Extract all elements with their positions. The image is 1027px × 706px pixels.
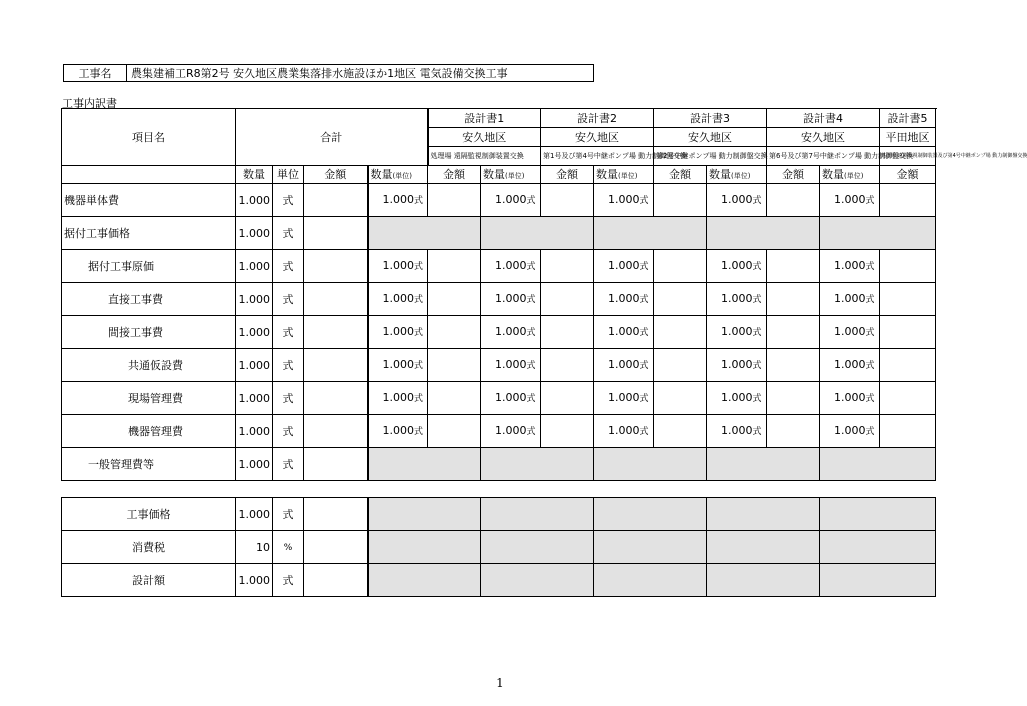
row-name: 機器管理費: [62, 415, 236, 448]
totals-row: [62, 564, 936, 597]
design-amount: [880, 184, 936, 217]
design-qty-value: 1.000: [721, 325, 753, 338]
row-name: 直接工事費: [62, 283, 236, 316]
qty-label: 数量: [370, 168, 393, 181]
design-unit: 式: [526, 262, 536, 272]
totals-qty: 1.000: [236, 498, 273, 531]
design-amount: [880, 415, 936, 448]
design-amount: [541, 250, 594, 283]
row-amount: [304, 283, 368, 316]
design-unit: 式: [414, 394, 424, 404]
totals-design-shaded: [707, 498, 820, 531]
design-qty: [820, 382, 880, 415]
design-amount-header: 金額: [767, 166, 820, 184]
design-amount: [428, 415, 481, 448]
row-name: 据付工事原価: [62, 250, 236, 283]
design-amount: [428, 184, 481, 217]
row-amount: [304, 184, 368, 217]
design-area-5: 平田地区: [880, 128, 936, 147]
totals-amount: [304, 498, 368, 531]
design-cell-shaded: [707, 217, 820, 250]
design-unit: 式: [414, 361, 424, 371]
unit-suffix: (単位): [618, 172, 638, 180]
design-unit: 式: [865, 361, 875, 371]
design-amount: [541, 184, 594, 217]
design-unit: 式: [752, 295, 762, 305]
header-total: 合計: [236, 109, 428, 166]
unit-suffix: (単位): [844, 172, 864, 180]
design-amount: [541, 283, 594, 316]
design-amount: [767, 283, 820, 316]
design-qty-value: 1.000: [382, 391, 414, 404]
design-area-1: 安久地区: [428, 128, 541, 147]
design-unit: 式: [639, 295, 649, 305]
design-amount: [541, 349, 594, 382]
row-name: 共通仮設費: [62, 349, 236, 382]
row-name: 間接工事費: [62, 316, 236, 349]
row-amount: [304, 217, 368, 250]
row-qty: 1.000: [236, 415, 273, 448]
design-unit: 式: [752, 328, 762, 338]
design-qty: [481, 184, 541, 217]
totals-design-shaded: [820, 498, 936, 531]
totals-amount: [304, 531, 368, 564]
totals-design-shaded: [820, 531, 936, 564]
totals-amount: [304, 564, 368, 597]
design-amount: [654, 283, 707, 316]
design-qty: [820, 349, 880, 382]
design-qty-value: 1.000: [608, 193, 640, 206]
unit-suffix: (単位): [505, 172, 525, 180]
design-qty: [594, 250, 654, 283]
design-qty-value: 1.000: [834, 391, 866, 404]
design-unit: 式: [865, 196, 875, 206]
table-row: [62, 316, 936, 349]
design-qty-value: 1.000: [834, 325, 866, 338]
header-unit: 単位: [273, 166, 304, 184]
design-amount: [767, 415, 820, 448]
design-amount: [767, 250, 820, 283]
design-qty: [820, 316, 880, 349]
design-amount: [767, 184, 820, 217]
unit-suffix: (単位): [392, 172, 412, 180]
design-qty: [368, 316, 428, 349]
table-row: [62, 250, 936, 283]
design-qty: [707, 382, 767, 415]
design-qty-value: 1.000: [608, 424, 640, 437]
design-unit: 式: [865, 328, 875, 338]
design-amount: [880, 283, 936, 316]
design-qty-value: 1.000: [382, 193, 414, 206]
qty-label: 数量: [822, 168, 844, 181]
row-name: 据付工事価格: [62, 217, 236, 250]
design-qty: [820, 283, 880, 316]
totals-name: 工事価格: [62, 498, 236, 531]
design-qty: [368, 184, 428, 217]
design-unit: 式: [639, 361, 649, 371]
design-note-2: [541, 147, 688, 166]
design-amount: [428, 250, 481, 283]
design-qty-value: 1.000: [608, 358, 640, 371]
row-qty: 1.000: [236, 448, 273, 481]
design-qty-value: 1.000: [495, 193, 527, 206]
project-value: 農集建補工R8第2号 安久地区農業集落排水施設ほか1地区 電気設備交換工事: [131, 67, 508, 80]
totals-row: [62, 498, 936, 531]
design-qty-value: 1.000: [834, 259, 866, 272]
design-title-5: 設計書5: [880, 109, 936, 128]
row-name: 現場管理費: [62, 382, 236, 415]
design-qty: [368, 283, 428, 316]
design-amount: [428, 382, 481, 415]
design-amount: [654, 349, 707, 382]
design-qty-value: 1.000: [495, 358, 527, 371]
design-unit: 式: [865, 394, 875, 404]
design-amount: [767, 382, 820, 415]
row-qty: 1.000: [236, 283, 273, 316]
row-qty: 1.000: [236, 316, 273, 349]
design-qty-value: 1.000: [495, 292, 527, 305]
design-unit: 式: [752, 262, 762, 272]
design-qty-value: 1.000: [608, 325, 640, 338]
design-qty-value: 1.000: [834, 193, 866, 206]
design-qty: [594, 415, 654, 448]
design-amount: [654, 415, 707, 448]
design-qty-unit-header: [481, 166, 541, 184]
design-cell-shaded: [707, 448, 820, 481]
design-note-3: [654, 147, 767, 166]
design-amount: [654, 382, 707, 415]
design-amount: [880, 316, 936, 349]
breakdown-title: 工事内訳書: [62, 97, 117, 110]
design-unit: 式: [639, 394, 649, 404]
design-amount: [541, 316, 594, 349]
unit-suffix: (単位): [731, 172, 751, 180]
header-qty: 数量: [236, 166, 273, 184]
row-amount: [304, 448, 368, 481]
design-unit: 式: [414, 328, 424, 338]
design-unit: 式: [414, 196, 424, 206]
design-qty-unit-header: [820, 166, 880, 184]
design-qty: [368, 382, 428, 415]
design-qty-value: 1.000: [608, 259, 640, 272]
design-unit: 式: [526, 328, 536, 338]
design-qty: [707, 415, 767, 448]
design-qty: [820, 250, 880, 283]
table-row: [62, 448, 936, 481]
design-qty-value: 1.000: [608, 391, 640, 404]
design-amount: [654, 316, 707, 349]
row-unit: 式: [273, 316, 304, 349]
design-unit: 式: [639, 262, 649, 272]
qty-label: 数量: [483, 168, 505, 181]
totals-design-shaded: [594, 498, 707, 531]
design-qty-value: 1.000: [495, 424, 527, 437]
design-qty: [481, 283, 541, 316]
totals-design-shaded: [707, 531, 820, 564]
design-qty: [594, 349, 654, 382]
design-unit: 式: [639, 328, 649, 338]
design-qty: [707, 316, 767, 349]
design-qty: [368, 349, 428, 382]
design-qty-value: 1.000: [834, 292, 866, 305]
design-qty-value: 1.000: [721, 358, 753, 371]
design-amount: [880, 250, 936, 283]
design-unit: 式: [865, 295, 875, 305]
design-cell-shaded: [368, 448, 481, 481]
design-qty-value: 1.000: [834, 358, 866, 371]
design-amount: [880, 382, 936, 415]
table-row: [62, 415, 936, 448]
totals-unit-text: 式: [282, 573, 294, 587]
row-unit: 式: [273, 283, 304, 316]
totals-unit: [273, 564, 304, 597]
design-title-3: 設計書3: [654, 109, 767, 128]
design-qty: [594, 382, 654, 415]
design-qty-unit-header: [707, 166, 767, 184]
design-qty-value: 1.000: [608, 292, 640, 305]
design-qty-value: 1.000: [495, 259, 527, 272]
design-note-5: [880, 147, 1027, 166]
design-amount-header: 金額: [428, 166, 481, 184]
design-qty: [481, 415, 541, 448]
design-qty-value: 1.000: [382, 424, 414, 437]
totals-design-shaded: [594, 531, 707, 564]
qty-label: 数量: [596, 168, 618, 181]
project-name-box: [63, 64, 594, 82]
design-unit: 式: [752, 394, 762, 404]
design-unit: 式: [526, 427, 536, 437]
design-note-text: 第2号中継ポンプ場 動力制御盤交換: [656, 151, 768, 160]
design-cell-shaded: [594, 448, 707, 481]
design-qty: [820, 415, 880, 448]
totals-name: 消費税: [62, 531, 236, 564]
design-unit: 式: [865, 427, 875, 437]
design-qty-value: 1.000: [721, 424, 753, 437]
row-amount: [304, 250, 368, 283]
row-name: 一般管理費等: [62, 448, 236, 481]
design-amount: [541, 415, 594, 448]
row-unit: 式: [273, 382, 304, 415]
design-title-2: 設計書2: [541, 109, 654, 128]
design-unit: 式: [526, 196, 536, 206]
design-qty-value: 1.000: [382, 325, 414, 338]
row-unit: 式: [273, 250, 304, 283]
row-unit: 式: [273, 184, 304, 217]
design-qty: [368, 415, 428, 448]
design-note-text: 処理場 遠隔監視制御装置交換: [430, 151, 524, 160]
row-unit: 式: [273, 415, 304, 448]
design-unit: 式: [865, 262, 875, 272]
design-note-1: [428, 147, 541, 166]
design-qty: [707, 349, 767, 382]
design-qty-value: 1.000: [834, 424, 866, 437]
design-qty-value: 1.000: [382, 292, 414, 305]
page-number: 1: [496, 676, 504, 690]
totals-unit-text: %: [283, 543, 293, 553]
design-cell-shaded: [820, 448, 936, 481]
table-row: [62, 184, 936, 217]
totals-design-shaded: [481, 564, 594, 597]
design-unit: 式: [752, 361, 762, 371]
row-amount: [304, 415, 368, 448]
design-unit: 式: [639, 427, 649, 437]
row-unit: 式: [273, 448, 304, 481]
design-qty-value: 1.000: [495, 325, 527, 338]
design-qty-value: 1.000: [721, 292, 753, 305]
design-note-4: [767, 147, 914, 166]
design-note-text: 第1号及び第4号中継ポンプ場 動力制御盤交換: [543, 151, 688, 160]
design-cell-shaded: [594, 217, 707, 250]
table-row: [62, 349, 936, 382]
row-name: 機器単体費: [62, 184, 236, 217]
table-row: [62, 217, 936, 250]
row-unit: 式: [273, 349, 304, 382]
design-qty-unit-header: [368, 166, 428, 184]
design-qty-value: 1.000: [382, 259, 414, 272]
breakdown-table: [61, 108, 1027, 481]
design-amount: [767, 316, 820, 349]
design-amount: [767, 349, 820, 382]
design-amount-header: 金額: [654, 166, 707, 184]
design-qty-value: 1.000: [721, 259, 753, 272]
totals-qty: 10: [236, 531, 273, 564]
project-label: 工事名: [64, 65, 127, 81]
totals-qty: 1.000: [236, 564, 273, 597]
design-unit: 式: [639, 196, 649, 206]
design-amount: [880, 349, 936, 382]
design-unit: 式: [752, 427, 762, 437]
totals-table: [61, 497, 936, 597]
totals-name: 設計額: [62, 564, 236, 597]
design-area-3: 安久地区: [654, 128, 767, 147]
row-qty: 1.000: [236, 250, 273, 283]
design-qty: [707, 250, 767, 283]
row-qty: 1.000: [236, 184, 273, 217]
design-area-2: 安久地区: [541, 128, 654, 147]
totals-design-shaded: [820, 564, 936, 597]
row-amount: [304, 382, 368, 415]
totals-unit: [273, 498, 304, 531]
row-amount: [304, 316, 368, 349]
totals-row: [62, 531, 936, 564]
design-cell-shaded: [820, 217, 936, 250]
design-qty: [707, 184, 767, 217]
row-qty: 1.000: [236, 217, 273, 250]
design-qty-value: 1.000: [382, 358, 414, 371]
design-qty-value: 1.000: [721, 391, 753, 404]
design-qty-unit-header: [594, 166, 654, 184]
design-cell-shaded: [368, 217, 481, 250]
design-qty: [594, 283, 654, 316]
totals-design-shaded: [368, 531, 481, 564]
design-amount: [654, 250, 707, 283]
row-amount: [304, 349, 368, 382]
design-note-text: 第6号及び第7号中継ポンプ場 動力制御盤交換: [769, 151, 914, 160]
row-qty: 1.000: [236, 382, 273, 415]
table-row: [62, 382, 936, 415]
design-amount-header: 金額: [541, 166, 594, 184]
design-qty: [368, 250, 428, 283]
row-qty: 1.000: [236, 349, 273, 382]
design-title-4: 設計書4: [767, 109, 880, 128]
totals-design-shaded: [594, 564, 707, 597]
design-cell-shaded: [481, 448, 594, 481]
header-blank: [62, 166, 236, 184]
row-unit: 式: [273, 217, 304, 250]
design-unit: 式: [526, 361, 536, 371]
totals-unit: [273, 531, 304, 564]
design-qty: [481, 250, 541, 283]
totals-design-shaded: [707, 564, 820, 597]
header-item-name: 項目名: [62, 109, 236, 166]
design-note-text: 処理場 遠隔監視制御装置及び第4号中継ポンプ場 動力制御盤交換: [881, 152, 1027, 159]
design-qty: [707, 283, 767, 316]
design-unit: 式: [526, 295, 536, 305]
header-amount: 金額: [304, 166, 368, 184]
design-unit: 式: [526, 394, 536, 404]
design-qty-value: 1.000: [721, 193, 753, 206]
totals-unit-text: 式: [282, 507, 294, 521]
qty-label: 数量: [709, 168, 731, 181]
design-unit: 式: [414, 427, 424, 437]
design-cell-shaded: [481, 217, 594, 250]
design-qty: [481, 316, 541, 349]
design-amount: [428, 283, 481, 316]
design-qty: [594, 316, 654, 349]
design-qty: [481, 349, 541, 382]
design-qty: [481, 382, 541, 415]
design-amount: [541, 382, 594, 415]
design-amount: [428, 349, 481, 382]
design-title-1: 設計書1: [428, 109, 541, 128]
totals-design-shaded: [368, 564, 481, 597]
design-amount: [654, 184, 707, 217]
design-area-4: 安久地区: [767, 128, 880, 147]
totals-design-shaded: [481, 531, 594, 564]
design-unit: 式: [752, 196, 762, 206]
design-amount: [428, 316, 481, 349]
table-row: [62, 283, 936, 316]
totals-design-shaded: [481, 498, 594, 531]
totals-design-shaded: [368, 498, 481, 531]
design-amount-header: 金額: [880, 166, 936, 184]
design-qty: [594, 184, 654, 217]
design-qty-value: 1.000: [495, 391, 527, 404]
design-unit: 式: [414, 295, 424, 305]
design-unit: 式: [414, 262, 424, 272]
design-qty: [820, 184, 880, 217]
